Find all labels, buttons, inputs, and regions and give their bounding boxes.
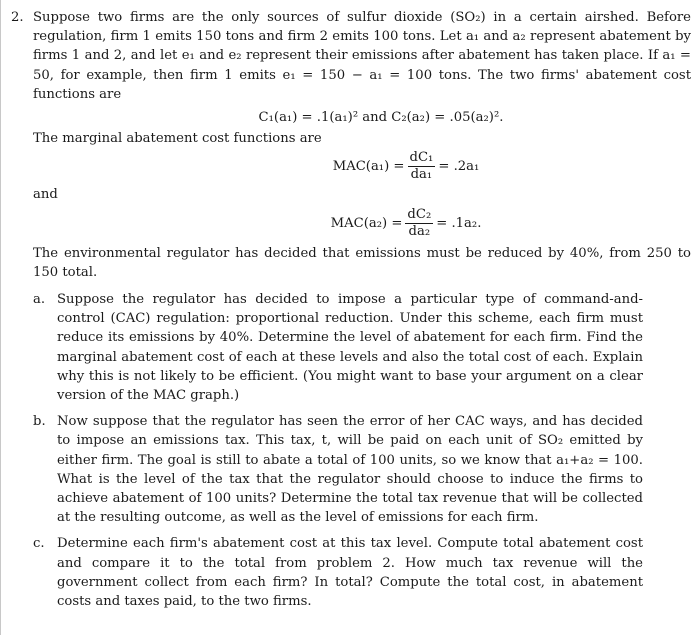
mac1-denominator: da₁ [410,167,433,183]
mac1-fraction [408,150,436,183]
problem-2 [11,8,691,618]
and-word: and [33,187,58,203]
subquestion-text: Suppose the regulator has decided to impose a particular type of command-and-control (CAC) regulation: proportional reduction. Under this scheme, each firm must reduce its emissions by 40%. Determine the level of abatement for each firm. Find the marginal abatement cost of each at these levels and also the total cost of each. Explain why this is not likely to be efficient. (You might want to base your argument on a clear version of the MAC graph.) [57,292,643,404]
mac2-numerator: dC₂ [407,206,432,222]
mac2-equation [11,207,691,240]
subquestion-text: Determine each firm's abatement cost at this tax level. Compute total abatement cost and compare it to the total from problem 2. How much tax revenue will the government collect from each firm? In total? Compute the total cost, in abatement costs and taxes paid, to the two firms. [57,536,643,610]
subquestion-a [33,290,691,405]
mac2-fraction [405,207,433,240]
problem-number: 2. [11,10,24,25]
subquestion-list [11,290,691,611]
subquestion-b [33,412,691,527]
problem-intro-row [11,8,691,104]
subquestion-c [33,534,691,611]
subquestion-label: c. [33,536,45,552]
subquestion-label: b. [33,414,46,430]
subquestion-label: a. [33,292,46,308]
mac2-rhs: = .1a₂. [436,215,482,231]
subquestion-text: Now suppose that the regulator has seen the error of her CAC ways, and has decided to impose an emissions tax. This tax, t, will be paid on each unit of SO₂ emitted by either firm. The goal is still to abate a total of 100 units, so we know that a₁+a₂ = 100. What is the level of the tax that the regulator should choose to induce the firms to achieve abatement of 100 units? Determine the total tax revenue that will be collected at the resulting outcome, as well as the level of emissions for each firm. [57,414,643,526]
mac1-numerator: dC₁ [409,150,434,166]
mac1-lhs: MAC(a₁) = [332,159,405,175]
regulator-statement: The environmental regulator has decided that emissions must be reduced by 40%, from 250 to 150 total. [33,245,691,280]
mac-intro: The marginal abatement cost functions are [33,131,322,147]
mac1-rhs: = .2a₁ [438,159,480,175]
cost-functions-equation: C₁(a₁) = .1(a₁)² and C₂(a₂) = .05(a₂)². [258,110,504,126]
mac1-equation [11,150,691,183]
mac2-denominator: da₂ [408,223,431,239]
problem-intro: Suppose two firms are the only sources of sulfur dioxide (SO₂) in a certain airshed. Before regulation, firm 1 emits 150 tons and firm 2 emits 100 tons. Let a₁ and a₂ represent abatement by firms 1 and 2, and let e₁ and e₂ represent their emissions after abatement has taken place. If a₁ = 50, for example, then firm 1 emits e₁ = 150 − a₁ = 100 tons. The two firms' abatement cost functions are [33,10,691,102]
mac2-lhs: MAC(a₂) = [330,215,403,231]
